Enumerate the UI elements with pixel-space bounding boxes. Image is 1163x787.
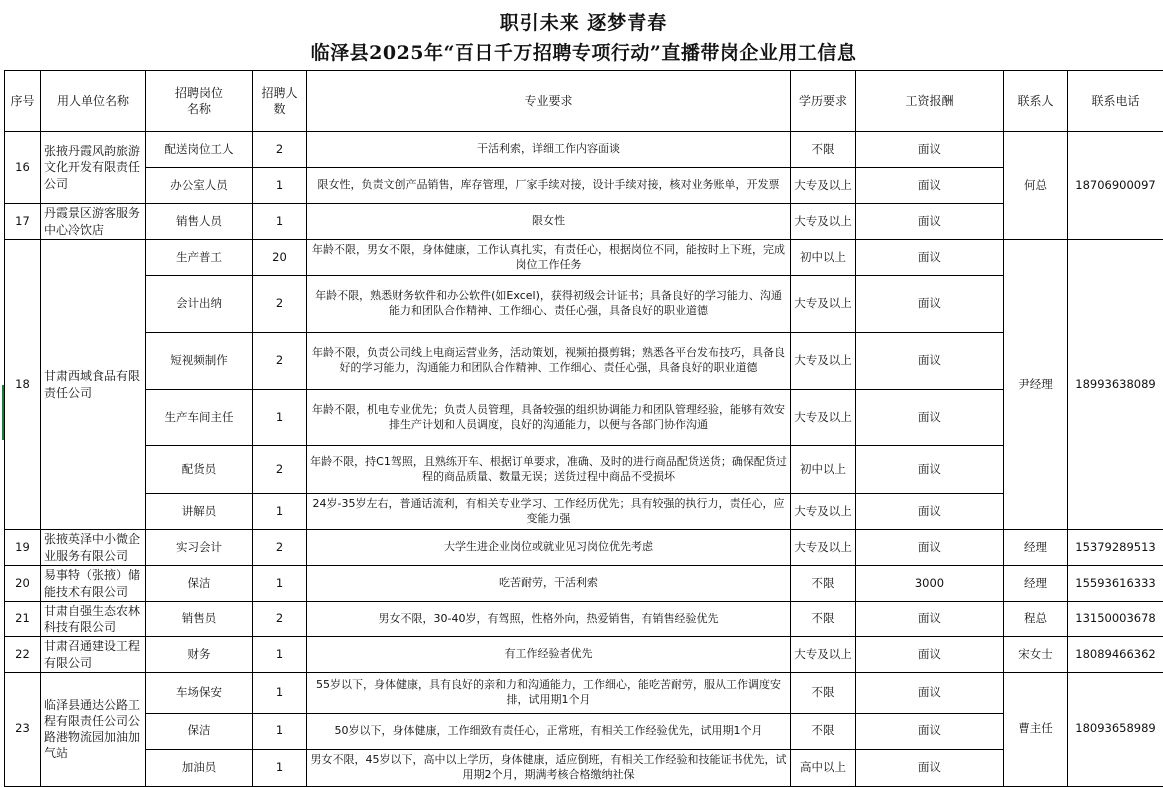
education: 不限: [791, 602, 856, 637]
title-line-2: 临泽县2025年“百日千万招聘专项行动”直播带岗企业用工信息: [4, 38, 1163, 65]
position-title: 会计出纳: [146, 276, 253, 333]
company-name: 易事特（张掖）储能技术有限公司: [41, 566, 146, 602]
education: 初中以上: [791, 446, 856, 494]
position-title: 保洁: [146, 713, 253, 749]
table-row: [5, 240, 1163, 276]
position-title: 车场保安: [146, 672, 253, 713]
education: 大专及以上: [791, 530, 856, 566]
salary: 面议: [856, 672, 1004, 713]
headcount: 1: [253, 494, 307, 530]
table-row: [5, 566, 1163, 602]
salary: 面议: [856, 276, 1004, 333]
col-position-header: 招聘岗位 名称: [146, 71, 253, 132]
table-row: [5, 276, 1163, 333]
table-row: [5, 749, 1163, 786]
recruitment-table: [4, 70, 1163, 787]
contact-person: 经理: [1004, 530, 1068, 566]
row-number: 20: [5, 566, 41, 602]
company-name: 甘肃自强生态农林科技有限公司: [41, 602, 146, 637]
headcount: 2: [253, 446, 307, 494]
position-title: 加油员: [146, 749, 253, 786]
contact-person: 经理: [1004, 566, 1068, 602]
contact-person: 何总: [1004, 132, 1068, 240]
position-title: 实习会计: [146, 530, 253, 566]
col-education-header: 学历要求: [791, 71, 856, 132]
table-row: [5, 602, 1163, 637]
requirements: 有工作经验者优先: [307, 637, 791, 672]
education: 不限: [791, 566, 856, 602]
contact-phone: 15379289513: [1068, 530, 1163, 566]
position-title: 生产车间主任: [146, 390, 253, 446]
position-title: 配货员: [146, 446, 253, 494]
row-number: 23: [5, 672, 41, 786]
salary: 面议: [856, 749, 1004, 786]
education: 不限: [791, 672, 856, 713]
education: 大专及以上: [791, 204, 856, 240]
education: 不限: [791, 713, 856, 749]
salary: 面议: [856, 390, 1004, 446]
requirements: 大学生进企业岗位或就业见习岗位优先考虑: [307, 530, 791, 566]
col-count-header: 招聘人数: [253, 71, 307, 132]
requirements: 50岁以下，身体健康，工作细致有责任心，正常班，有相关工作经验优先，试用期1个月: [307, 713, 791, 749]
requirements: 男女不限，30-40岁，有驾照，性格外向，热爱销售，有销售经验优先: [307, 602, 791, 637]
col-company-header: 用人单位名称: [41, 71, 146, 132]
position-title: 销售员: [146, 602, 253, 637]
contact-phone: 18093658989: [1068, 672, 1163, 786]
salary: 面议: [856, 530, 1004, 566]
headcount: 1: [253, 749, 307, 786]
row-number: 18: [5, 240, 41, 530]
salary: 面议: [856, 240, 1004, 276]
salary: 面议: [856, 637, 1004, 672]
row-number: 17: [5, 204, 41, 240]
salary: 面议: [856, 494, 1004, 530]
headcount: 1: [253, 566, 307, 602]
table-row: [5, 204, 1163, 240]
col-no-header: 序号: [5, 71, 41, 132]
requirements: 年龄不限，持C1驾照，且熟练开车、根据订单要求，准确、及时的进行商品配货送货；确保配货过程的商品质量、数量无误；送货过程中商品不受损坏: [307, 446, 791, 494]
table-row: [5, 333, 1163, 390]
requirements: 干活利索，详细工作内容面谈: [307, 132, 791, 168]
requirements: 年龄不限，熟悉财务软件和办公软件(如Excel)，获得初级会计证书；具备良好的学习能力、沟通能力和团队合作精神、工作细心、责任心强，具备良好的职业道德: [307, 276, 791, 333]
position-title: 销售人员: [146, 204, 253, 240]
table-row: [5, 132, 1163, 168]
education: 大专及以上: [791, 390, 856, 446]
headcount: 2: [253, 530, 307, 566]
position-title: 生产普工: [146, 240, 253, 276]
company-name: 甘肃召通建设工程有限公司: [41, 637, 146, 672]
contact-phone: 15593616333: [1068, 566, 1163, 602]
headcount: 1: [253, 168, 307, 204]
table-row: [5, 637, 1163, 672]
position-title: 财务: [146, 637, 253, 672]
contact-phone: 13150003678: [1068, 602, 1163, 637]
salary: 面议: [856, 602, 1004, 637]
company-name: 甘肃西域食品有限责任公司: [41, 240, 146, 530]
salary: 面议: [856, 713, 1004, 749]
headcount: 2: [253, 333, 307, 390]
company-name: 张掖丹霞风韵旅游文化开发有限责任公司: [41, 132, 146, 204]
education: 大专及以上: [791, 276, 856, 333]
col-requirements-header: 专业要求: [307, 71, 791, 132]
salary: 面议: [856, 446, 1004, 494]
col-phone-header: 联系电话: [1068, 71, 1163, 132]
contact-person: 尹经理: [1004, 240, 1068, 530]
contact-person: 曹主任: [1004, 672, 1068, 786]
education: 大专及以上: [791, 494, 856, 530]
header-row: [5, 71, 1163, 132]
row-number: 16: [5, 132, 41, 204]
headcount: 1: [253, 672, 307, 713]
row-number: 22: [5, 637, 41, 672]
company-name: 临泽县通达公路工程有限责任公司公路港物流园加油加气站: [41, 672, 146, 786]
position-title: 讲解员: [146, 494, 253, 530]
education: 大专及以上: [791, 333, 856, 390]
headcount: 1: [253, 204, 307, 240]
company-name: 丹霞景区游客服务中心冷饮店: [41, 204, 146, 240]
headcount: 20: [253, 240, 307, 276]
contact-phone: 18993638089: [1068, 240, 1163, 530]
salary: 面议: [856, 168, 1004, 204]
salary: 面议: [856, 333, 1004, 390]
contact-phone: 18706900097: [1068, 132, 1163, 240]
requirements: 限女性，负责文创产品销售，库存管理，厂家手续对接，设计手续对接，核对业务账单，开发票: [307, 168, 791, 204]
requirements: 男女不限，45岁以下，高中以上学历，身体健康，适应倒班，有相关工作经验和技能证书优先，试用期2个月，期满考核合格缴纳社保: [307, 749, 791, 786]
contact-person: 宋女士: [1004, 637, 1068, 672]
col-contact-header: 联系人: [1004, 71, 1068, 132]
headcount: 1: [253, 637, 307, 672]
requirements: 年龄不限，机电专业优先；负责人员管理，具备较强的组织协调能力和团队管理经验，能够有效安排生产计划和人员调度，良好的沟通能力，以便与各部门协作沟通: [307, 390, 791, 446]
requirements: 吃苦耐劳，干活利索: [307, 566, 791, 602]
education: 大专及以上: [791, 637, 856, 672]
headcount: 1: [253, 390, 307, 446]
table-row: [5, 672, 1163, 713]
company-name: 张掖英泽中小微企业服务有限公司: [41, 530, 146, 566]
sheet-title: [4, 0, 1163, 70]
table-row: [5, 494, 1163, 530]
headcount: 2: [253, 602, 307, 637]
education: 高中以上: [791, 749, 856, 786]
requirements: 24岁-35岁左右，普通话流利，有相关专业学习、工作经历优先；具有较强的执行力，责任心，应变能力强: [307, 494, 791, 530]
row-number: 19: [5, 530, 41, 566]
headcount: 2: [253, 276, 307, 333]
table-row: [5, 530, 1163, 566]
salary: 面议: [856, 204, 1004, 240]
col-salary-header: 工资报酬: [856, 71, 1004, 132]
table-row: [5, 713, 1163, 749]
headcount: 1: [253, 713, 307, 749]
education: 大专及以上: [791, 168, 856, 204]
table-row: [5, 446, 1163, 494]
requirements: 限女性: [307, 204, 791, 240]
title-line-1: 职引未来 逐梦青春: [4, 8, 1163, 35]
position-title: 办公室人员: [146, 168, 253, 204]
requirements: 年龄不限，男女不限，身体健康，工作认真扎实，有责任心，根据岗位不同，能按时上下班，完成岗位工作任务: [307, 240, 791, 276]
position-title: 短视频制作: [146, 333, 253, 390]
table-row: [5, 390, 1163, 446]
education: 不限: [791, 132, 856, 168]
education: 初中以上: [791, 240, 856, 276]
salary: 面议: [856, 132, 1004, 168]
contact-phone: 18089466362: [1068, 637, 1163, 672]
table-row: [5, 168, 1163, 204]
contact-person: 程总: [1004, 602, 1068, 637]
salary: 3000: [856, 566, 1004, 602]
headcount: 2: [253, 132, 307, 168]
row-number: 21: [5, 602, 41, 637]
requirements: 年龄不限，负责公司线上电商运营业务，活动策划，视频拍摄剪辑；熟悉各平台发布技巧，具备良好的学习能力，沟通能力和团队合作精神、工作细心、责任心强，具备良好的职业道德: [307, 333, 791, 390]
position-title: 保洁: [146, 566, 253, 602]
requirements: 55岁以下，身体健康，具有良好的亲和力和沟通能力，工作细心，能吃苦耐劳，服从工作调度安排，试用期1个月: [307, 672, 791, 713]
position-title: 配送岗位工人: [146, 132, 253, 168]
